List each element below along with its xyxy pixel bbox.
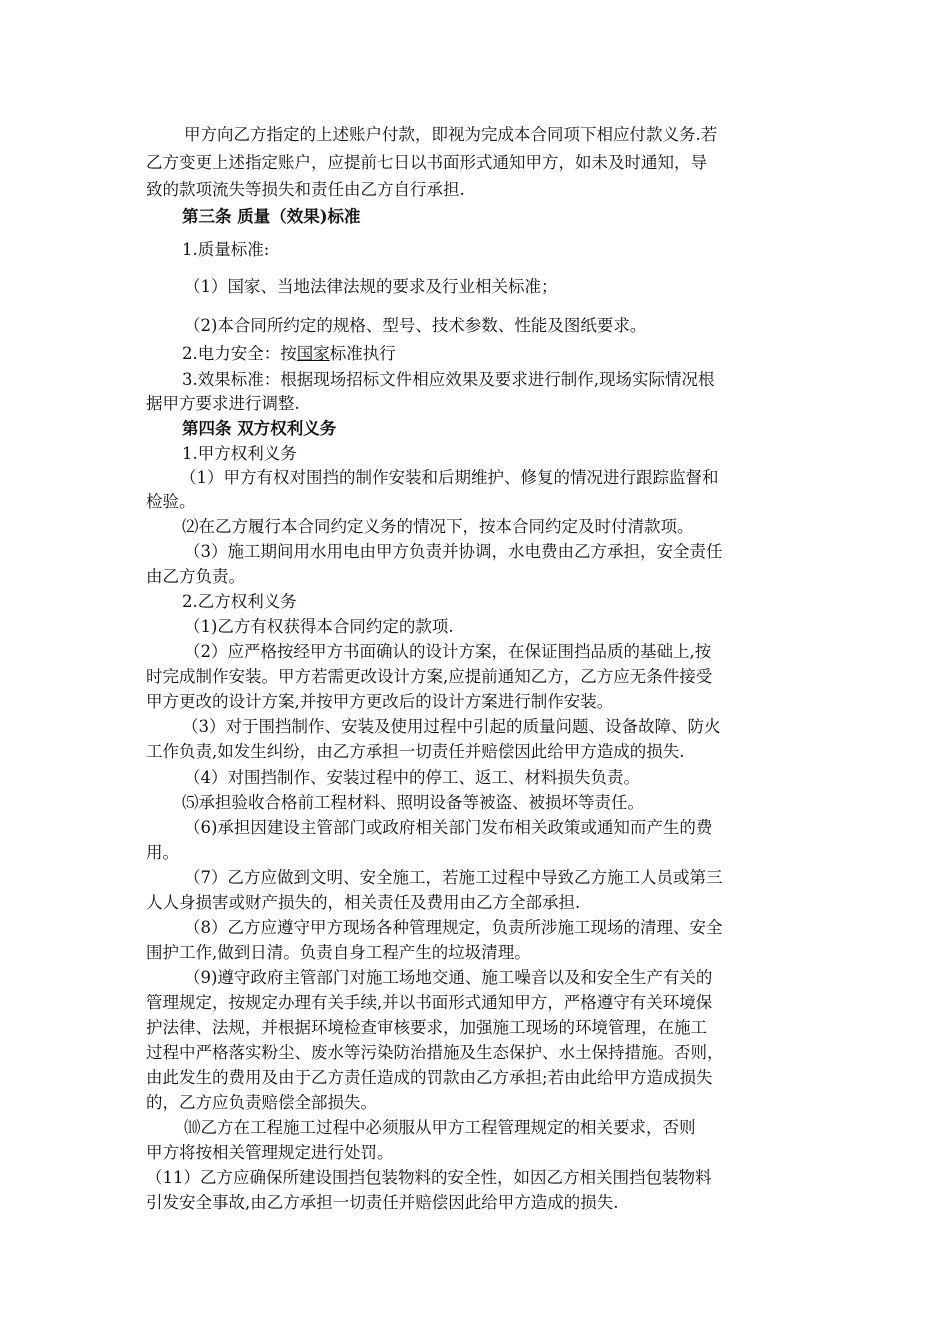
party-b-item-line: 的，乙方应负责赔偿全部损失。 [146,1093,377,1112]
quality-item-2: （2)本合同所约定的规格、型号、技术参数、性能及图纸要求。 [184,316,647,335]
party-b-item-line: 甲方更改的设计方案,并按甲方更改后的设计方案进行制作安装。 [146,692,614,711]
power-safety-line [0,343,950,365]
party-b-item-line: 护法律、法规，并根据环境检查审核要求，加强施工现场的环境管理，在施工 [146,1018,707,1037]
party-b-item-line: 时完成制作安装。甲方若需更改设计方案,应提前通知乙方，乙方应无条件接受 [146,667,713,686]
party-b-item-line: 工作负责,如发生纠纷，由乙方承担一切责任并赔偿因此给甲方造成的损失. [146,742,685,761]
party-a-item-line: ⑵在乙方履行本合同约定义务的情况下，按本合同约定及时付清款项。 [182,517,694,536]
party-b-item-line: 由此发生的费用及由于乙方责任造成的罚款由乙方承担;若由此给甲方造成损失 [146,1068,713,1087]
party-b-item-line: （3）对于围挡制作、安装及使用过程中引起的质量问题、设备故障、防火 [182,717,721,736]
party-b-item-line: 人人身损害或财产损失的，相关责任及费用由乙方全部承担. [146,893,581,912]
effect-standard-line: 3.效果标准：根据现场招标文件相应效果及要求进行制作,现场实际情况根 [182,370,715,389]
paragraph-line: 致的款项流失等损失和责任由乙方自行承担. [146,180,465,199]
party-b-item-line: 围护工作,做到日清。负责自身工程产生的垃圾清理。 [146,943,531,962]
party-b-item-line: （9)遵守政府主管部门对施工场地交通、施工噪音以及和安全生产有关的 [184,968,713,987]
party-a-item-line: 检验。 [146,492,196,511]
party-b-item-line: ⑽乙方在工程施工过程中必须服从甲方工程管理规定的相关要求，否则 [184,1118,696,1137]
party-a-item-line: （1）甲方有权对围挡的制作安装和后期维护、修复的情况进行跟踪监督和 [180,468,719,487]
party-b-item-line: 引发安全事故,由乙方承担一切责任并赔偿因此给甲方造成的损失. [146,1193,619,1212]
party-a-item-line: （3）施工期间用水用电由甲方负责并协调，水电费由乙方承担，安全责任 [184,542,723,561]
power-safety-prefix: 2.电力安全：按 [182,344,297,363]
party-b-item-line: （4）对围挡制作、安装过程中的停工、返工、材料损失负责。 [184,768,640,787]
party-b-item-line: ⑸承担验收合格前工程材料、照明设备等被盗、被损坏等责任。 [182,793,644,812]
party-b-item-line: （6)承担因建设主管部门或政府相关部门发布相关政策或通知而产生的费 [184,818,713,837]
party-b-item-line: 用。 [146,843,179,862]
party-b-label: 2.乙方权利义务 [182,592,297,611]
party-b-item-line: （7）乙方应做到文明、安全施工，若施工过程中导致乙方施工人员或第三 [184,868,723,887]
article-4-heading: 第四条 双方权利义务 [182,419,337,438]
party-b-item-line: （8）乙方应遵守甲方现场各种管理规定，负责所涉施工现场的清理、安全 [184,918,723,937]
paragraph-line: 乙方变更上述指定账户，应提前七日以书面形式通知甲方，如未及时通知，导 [146,153,707,172]
party-b-item-line: 过程中严格落实粉尘、废水等污染防治措施及生态保护、水土保持措施。否则， [146,1043,724,1062]
paragraph-line: 甲方向乙方指定的上述账户付款，即视为完成本合同项下相应付款义务.若 [184,125,718,144]
party-b-item-line: （1)乙方有权获得本合同约定的款项. [184,617,454,636]
party-b-item-line: 甲方将按相关管理规定进行处罚。 [146,1143,394,1162]
effect-standard-line: 据甲方要求进行调整. [146,394,300,413]
party-b-item-line: 管理规定，按规定办理有关手续,并以书面形式通知甲方，严格遵守有关环境保 [146,993,713,1012]
quality-item-1: （1）国家、当地法律法规的要求及行业相关标准； [184,277,558,296]
power-safety-link[interactable]: 国家 [296,344,330,363]
party-b-item-line: （2）应严格按经甲方书面确认的设计方案，在保证围挡品质的基础上,按 [184,642,712,661]
power-safety-suffix: 标准执行 [329,344,396,363]
party-a-item-line: 由乙方负责。 [146,567,245,586]
article-3-heading: 第三条 质量（效果)标准 [182,207,361,226]
party-a-label: 1.甲方权利义务 [182,444,297,463]
party-b-item-line: （11）乙方应确保所建设围挡包装物料的安全性，如因乙方相关围挡包装物料 [146,1168,712,1187]
quality-standard-label: 1.质量标准: [182,240,270,259]
